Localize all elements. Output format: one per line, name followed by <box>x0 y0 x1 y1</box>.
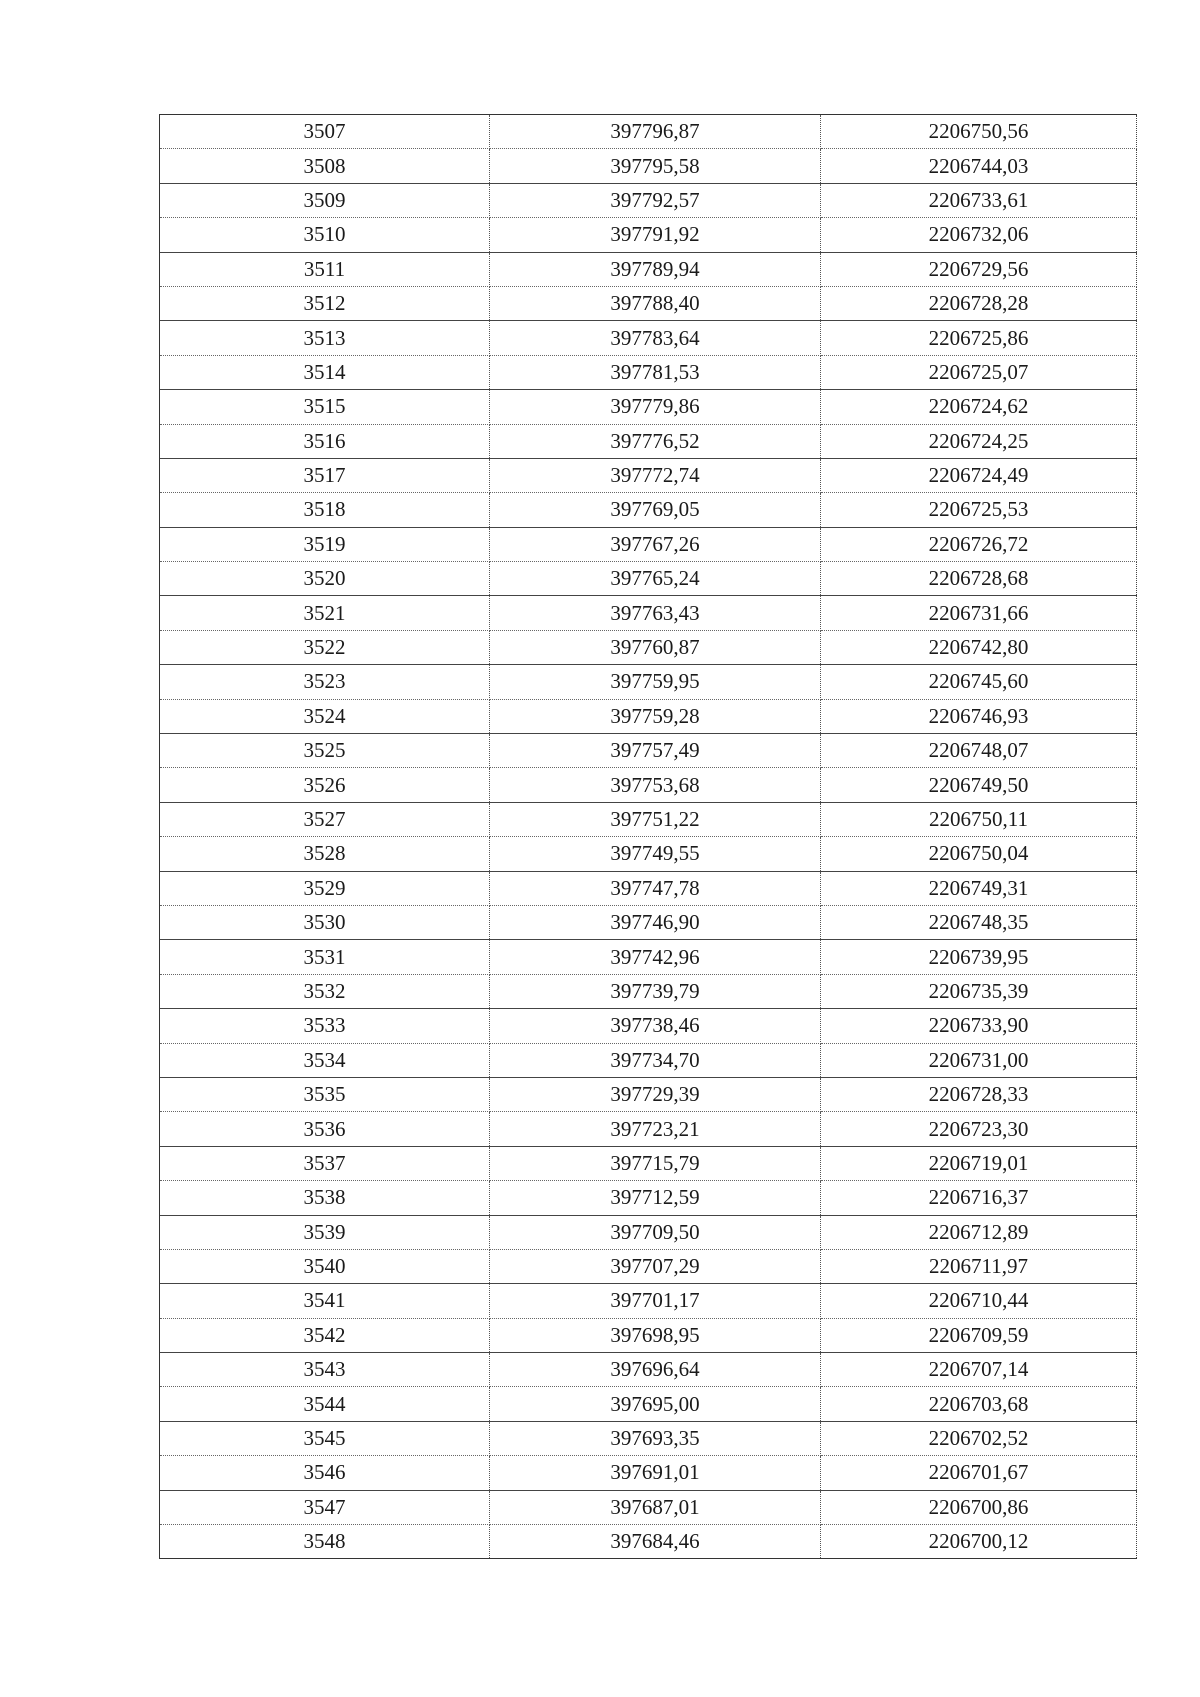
x-coordinate-cell: 397769,05 <box>490 493 821 527</box>
table-row <box>160 665 1137 699</box>
table-row <box>160 837 1137 871</box>
y-coordinate-cell: 2206702,52 <box>821 1421 1137 1455</box>
table-row <box>160 1421 1137 1455</box>
point-number-cell: 3519 <box>160 527 490 561</box>
table-row <box>160 630 1137 664</box>
table-row <box>160 321 1137 355</box>
x-coordinate-cell: 397795,58 <box>490 149 821 183</box>
x-coordinate-cell: 397783,64 <box>490 321 821 355</box>
y-coordinate-cell: 2206748,35 <box>821 905 1137 939</box>
x-coordinate-cell: 397712,59 <box>490 1181 821 1215</box>
x-coordinate-cell: 397760,87 <box>490 630 821 664</box>
x-coordinate-cell: 397698,95 <box>490 1318 821 1352</box>
table-row <box>160 1353 1137 1387</box>
point-number-cell: 3527 <box>160 802 490 836</box>
x-coordinate-cell: 397687,01 <box>490 1490 821 1524</box>
point-number-cell: 3526 <box>160 768 490 802</box>
point-number-cell: 3512 <box>160 286 490 320</box>
point-number-cell: 3547 <box>160 1490 490 1524</box>
point-number-cell: 3513 <box>160 321 490 355</box>
y-coordinate-cell: 2206742,80 <box>821 630 1137 664</box>
point-number-cell: 3531 <box>160 940 490 974</box>
table-row <box>160 699 1137 733</box>
table-row <box>160 940 1137 974</box>
x-coordinate-cell: 397695,00 <box>490 1387 821 1421</box>
point-number-cell: 3536 <box>160 1112 490 1146</box>
table-row <box>160 286 1137 320</box>
y-coordinate-cell: 2206744,03 <box>821 149 1137 183</box>
point-number-cell: 3511 <box>160 252 490 286</box>
x-coordinate-cell: 397779,86 <box>490 390 821 424</box>
table-row <box>160 1215 1137 1249</box>
y-coordinate-cell: 2206745,60 <box>821 665 1137 699</box>
point-number-cell: 3509 <box>160 183 490 217</box>
table-row <box>160 905 1137 939</box>
table-row <box>160 115 1137 149</box>
y-coordinate-cell: 2206723,30 <box>821 1112 1137 1146</box>
y-coordinate-cell: 2206735,39 <box>821 974 1137 1008</box>
x-coordinate-cell: 397693,35 <box>490 1421 821 1455</box>
x-coordinate-cell: 397742,96 <box>490 940 821 974</box>
coordinates-table <box>159 114 1137 1559</box>
x-coordinate-cell: 397789,94 <box>490 252 821 286</box>
table-row <box>160 149 1137 183</box>
y-coordinate-cell: 2206700,86 <box>821 1490 1137 1524</box>
table-row <box>160 458 1137 492</box>
x-coordinate-cell: 397763,43 <box>490 596 821 630</box>
table-row <box>160 252 1137 286</box>
y-coordinate-cell: 2206748,07 <box>821 734 1137 768</box>
x-coordinate-cell: 397738,46 <box>490 1009 821 1043</box>
point-number-cell: 3529 <box>160 871 490 905</box>
x-coordinate-cell: 397776,52 <box>490 424 821 458</box>
point-number-cell: 3544 <box>160 1387 490 1421</box>
point-number-cell: 3523 <box>160 665 490 699</box>
x-coordinate-cell: 397751,22 <box>490 802 821 836</box>
table-row <box>160 424 1137 458</box>
point-number-cell: 3508 <box>160 149 490 183</box>
y-coordinate-cell: 2206725,53 <box>821 493 1137 527</box>
point-number-cell: 3517 <box>160 458 490 492</box>
table-row <box>160 1043 1137 1077</box>
y-coordinate-cell: 2206731,00 <box>821 1043 1137 1077</box>
point-number-cell: 3540 <box>160 1249 490 1283</box>
table-row <box>160 1009 1137 1043</box>
y-coordinate-cell: 2206739,95 <box>821 940 1137 974</box>
y-coordinate-cell: 2206750,04 <box>821 837 1137 871</box>
y-coordinate-cell: 2206725,07 <box>821 355 1137 389</box>
point-number-cell: 3542 <box>160 1318 490 1352</box>
table-row <box>160 183 1137 217</box>
y-coordinate-cell: 2206700,12 <box>821 1525 1137 1559</box>
y-coordinate-cell: 2206731,66 <box>821 596 1137 630</box>
y-coordinate-cell: 2206729,56 <box>821 252 1137 286</box>
point-number-cell: 3515 <box>160 390 490 424</box>
x-coordinate-cell: 397759,28 <box>490 699 821 733</box>
y-coordinate-cell: 2206712,89 <box>821 1215 1137 1249</box>
y-coordinate-cell: 2206703,68 <box>821 1387 1137 1421</box>
point-number-cell: 3521 <box>160 596 490 630</box>
y-coordinate-cell: 2206725,86 <box>821 321 1137 355</box>
y-coordinate-cell: 2206728,28 <box>821 286 1137 320</box>
table-row <box>160 1456 1137 1490</box>
table-row <box>160 802 1137 836</box>
point-number-cell: 3524 <box>160 699 490 733</box>
y-coordinate-cell: 2206750,11 <box>821 802 1137 836</box>
coordinates-table-body <box>160 115 1137 1559</box>
point-number-cell: 3520 <box>160 562 490 596</box>
x-coordinate-cell: 397791,92 <box>490 218 821 252</box>
x-coordinate-cell: 397753,68 <box>490 768 821 802</box>
point-number-cell: 3539 <box>160 1215 490 1249</box>
table-row <box>160 1387 1137 1421</box>
point-number-cell: 3518 <box>160 493 490 527</box>
x-coordinate-cell: 397759,95 <box>490 665 821 699</box>
x-coordinate-cell: 397757,49 <box>490 734 821 768</box>
x-coordinate-cell: 397723,21 <box>490 1112 821 1146</box>
table-row <box>160 1318 1137 1352</box>
y-coordinate-cell: 2206719,01 <box>821 1146 1137 1180</box>
point-number-cell: 3525 <box>160 734 490 768</box>
y-coordinate-cell: 2206709,59 <box>821 1318 1137 1352</box>
table-row <box>160 734 1137 768</box>
x-coordinate-cell: 397691,01 <box>490 1456 821 1490</box>
table-row <box>160 1077 1137 1111</box>
y-coordinate-cell: 2206749,50 <box>821 768 1137 802</box>
point-number-cell: 3533 <box>160 1009 490 1043</box>
x-coordinate-cell: 397734,70 <box>490 1043 821 1077</box>
table-row <box>160 1112 1137 1146</box>
y-coordinate-cell: 2206701,67 <box>821 1456 1137 1490</box>
point-number-cell: 3507 <box>160 115 490 149</box>
x-coordinate-cell: 397739,79 <box>490 974 821 1008</box>
x-coordinate-cell: 397749,55 <box>490 837 821 871</box>
x-coordinate-cell: 397729,39 <box>490 1077 821 1111</box>
table-row <box>160 355 1137 389</box>
point-number-cell: 3514 <box>160 355 490 389</box>
point-number-cell: 3510 <box>160 218 490 252</box>
y-coordinate-cell: 2206728,33 <box>821 1077 1137 1111</box>
y-coordinate-cell: 2206711,97 <box>821 1249 1137 1283</box>
y-coordinate-cell: 2206724,49 <box>821 458 1137 492</box>
x-coordinate-cell: 397701,17 <box>490 1284 821 1318</box>
x-coordinate-cell: 397709,50 <box>490 1215 821 1249</box>
point-number-cell: 3528 <box>160 837 490 871</box>
point-number-cell: 3537 <box>160 1146 490 1180</box>
y-coordinate-cell: 2206746,93 <box>821 699 1137 733</box>
table-row <box>160 1146 1137 1180</box>
x-coordinate-cell: 397767,26 <box>490 527 821 561</box>
table-row <box>160 1284 1137 1318</box>
point-number-cell: 3541 <box>160 1284 490 1318</box>
x-coordinate-cell: 397707,29 <box>490 1249 821 1283</box>
point-number-cell: 3543 <box>160 1353 490 1387</box>
point-number-cell: 3548 <box>160 1525 490 1559</box>
y-coordinate-cell: 2206733,90 <box>821 1009 1137 1043</box>
table-row <box>160 1249 1137 1283</box>
table-row <box>160 871 1137 905</box>
x-coordinate-cell: 397796,87 <box>490 115 821 149</box>
x-coordinate-cell: 397781,53 <box>490 355 821 389</box>
point-number-cell: 3534 <box>160 1043 490 1077</box>
table-row <box>160 596 1137 630</box>
y-coordinate-cell: 2206707,14 <box>821 1353 1137 1387</box>
x-coordinate-cell: 397696,64 <box>490 1353 821 1387</box>
point-number-cell: 3516 <box>160 424 490 458</box>
y-coordinate-cell: 2206716,37 <box>821 1181 1137 1215</box>
x-coordinate-cell: 397746,90 <box>490 905 821 939</box>
point-number-cell: 3535 <box>160 1077 490 1111</box>
y-coordinate-cell: 2206724,25 <box>821 424 1137 458</box>
y-coordinate-cell: 2206728,68 <box>821 562 1137 596</box>
table-row <box>160 1490 1137 1524</box>
y-coordinate-cell: 2206749,31 <box>821 871 1137 905</box>
y-coordinate-cell: 2206732,06 <box>821 218 1137 252</box>
point-number-cell: 3538 <box>160 1181 490 1215</box>
x-coordinate-cell: 397747,78 <box>490 871 821 905</box>
table-row <box>160 1181 1137 1215</box>
table-row <box>160 527 1137 561</box>
y-coordinate-cell: 2206750,56 <box>821 115 1137 149</box>
table-row <box>160 562 1137 596</box>
x-coordinate-cell: 397772,74 <box>490 458 821 492</box>
x-coordinate-cell: 397792,57 <box>490 183 821 217</box>
table-row <box>160 768 1137 802</box>
point-number-cell: 3545 <box>160 1421 490 1455</box>
y-coordinate-cell: 2206724,62 <box>821 390 1137 424</box>
table-row <box>160 974 1137 1008</box>
table-row <box>160 218 1137 252</box>
point-number-cell: 3522 <box>160 630 490 664</box>
table-row <box>160 1525 1137 1559</box>
y-coordinate-cell: 2206733,61 <box>821 183 1137 217</box>
point-number-cell: 3530 <box>160 905 490 939</box>
y-coordinate-cell: 2206710,44 <box>821 1284 1137 1318</box>
x-coordinate-cell: 397715,79 <box>490 1146 821 1180</box>
x-coordinate-cell: 397788,40 <box>490 286 821 320</box>
point-number-cell: 3546 <box>160 1456 490 1490</box>
table-row <box>160 390 1137 424</box>
point-number-cell: 3532 <box>160 974 490 1008</box>
table-row <box>160 493 1137 527</box>
x-coordinate-cell: 397765,24 <box>490 562 821 596</box>
x-coordinate-cell: 397684,46 <box>490 1525 821 1559</box>
y-coordinate-cell: 2206726,72 <box>821 527 1137 561</box>
